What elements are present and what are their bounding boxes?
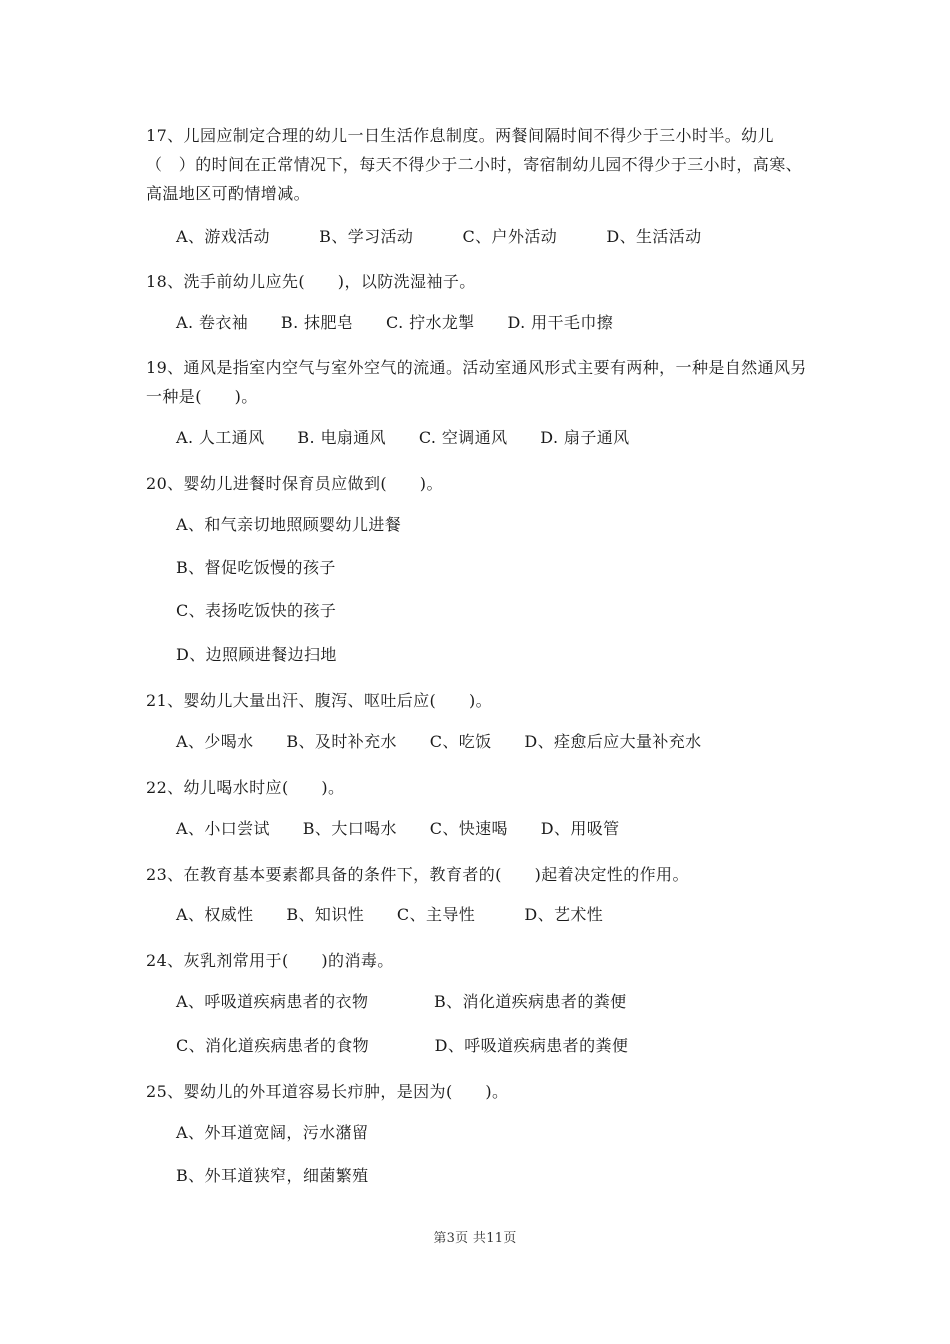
question-20-option-c: C、表扬吃饭快的孩子 (176, 601, 337, 620)
question-24-options-row-1: A、呼吸道疾病患者的衣物 B、消化道疾病患者的粪便 (176, 992, 627, 1011)
question-21-stem: 21、婴幼儿大量出汗、腹泻、呕吐后应( )。 (146, 691, 493, 710)
page-number: 第3页 共11页 (433, 1231, 517, 1246)
question-24-options-row-2: C、消化道疾病患者的食物 D、呼吸道疾病患者的粪便 (176, 1036, 629, 1055)
question-25-option-a: A、外耳道宽阔，污水潴留 (176, 1123, 369, 1142)
question-18-stem: 18、洗手前幼儿应先( )，以防洗湿袖子。 (146, 272, 476, 291)
question-25-option-b: B、外耳道狭窄，细菌繁殖 (176, 1166, 369, 1185)
question-21-options: A、少喝水 B、及时补充水 C、吃饭 D、痊愈后应大量补充水 (176, 732, 702, 751)
question-24-stem: 24、灰乳剂常用于( )的消毒。 (146, 951, 394, 970)
question-20-stem: 20、婴幼儿进餐时保育员应做到( )。 (146, 474, 443, 493)
question-25-stem: 25、婴幼儿的外耳道容易长疖肿，是因为( )。 (146, 1082, 509, 1101)
question-17-options: A、游戏活动 B、学习活动 C、户外活动 D、生活活动 (176, 227, 702, 246)
question-18-options: A. 卷衣袖 B. 抹肥皂 C. 拧水龙掣 D. 用干毛巾擦 (176, 313, 614, 332)
question-19-stem: 19、通风是指室内空气与室外空气的流通。活动室通风形式主要有两种，一种是自然通风另一种是( )。 (146, 358, 807, 406)
question-20-option-a: A、和气亲切地照顾婴幼儿进餐 (176, 515, 402, 534)
question-23-stem: 23、在教育基本要素都具备的条件下，教育者的( )起着决定性的作用。 (146, 865, 689, 884)
question-17-stem: 17、儿园应制定合理的幼儿一日生活作息制度。两餐间隔时间不得少于三小时半。幼儿（ ）的时间在正常情况下，每天不得少于二小时，寄宿制幼儿园不得少于三小时，高寒、高温地区可酌情增减。 (146, 126, 803, 203)
question-20-option-d: D、边照顾进餐边扫地 (176, 645, 337, 664)
question-19-options: A. 人工通风 B. 电扇通风 C. 空调通风 D. 扇子通风 (176, 428, 630, 447)
question-22-options: A、小口尝试 B、大口喝水 C、快速喝 D、用吸管 (176, 819, 620, 838)
question-23-options: A、权威性 B、知识性 C、主导性 D、艺术性 (176, 905, 604, 924)
question-20-option-b: B、督促吃饭慢的孩子 (176, 558, 336, 577)
question-22-stem: 22、幼儿喝水时应( )。 (146, 778, 345, 797)
